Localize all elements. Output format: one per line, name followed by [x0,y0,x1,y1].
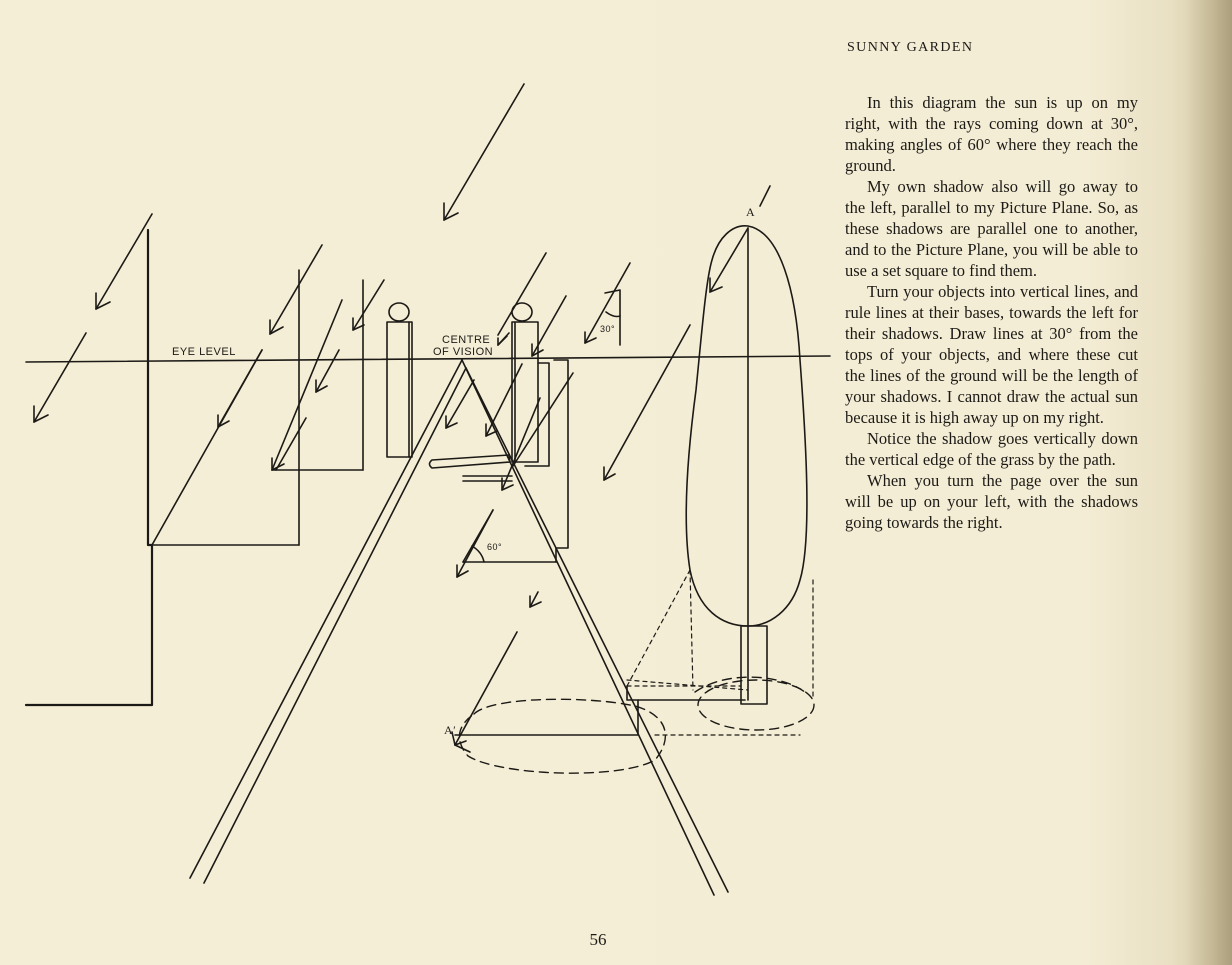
path-right-edge-inner [462,360,714,895]
running-head: SUNNY GARDEN [847,40,974,55]
paragraph-5: When you turn the page over the sun will be up on your left, with the shadows going towards the right. [845,471,1138,532]
path-right-edge-outer [466,368,728,892]
centre-of-vision-label-line2: OF VISION [433,346,494,358]
tree-shadow-ray [455,632,517,745]
eye-level-label: EYE LEVEL [172,346,236,358]
point-a-prime-label: A′ [444,723,457,737]
page-number: 56 [589,930,607,949]
point-a-label: A [746,205,756,219]
tree-trunk [741,626,767,704]
paragraph-4: Notice the shadow goes vertically down the vertical edge of the grass by the path. [845,429,1138,469]
centre-of-vision-label-line1: CENTRE [442,334,491,346]
book-gutter-shadow [1187,0,1232,965]
right-gate-pillar [512,322,538,462]
eye-level-line [26,356,830,362]
path-left-edge-outer [190,360,462,878]
path-left-edge-inner [204,368,466,883]
shadow-ellipse-dashed [459,699,665,773]
angle-60-label: 60° [487,542,503,552]
sun-ray-arrows [34,84,690,607]
paragraph-3: Turn your objects into vertical lines, and rule lines at their bases, towards the left for their shadows. Draw lines at 30° from the tops of your objects, and where these cut the lines of the ground will be the length of your shadows. I cannot draw the actual sun because it is high away up on my right. [845,282,1138,427]
left-wall [26,230,152,705]
left-pillar-ball [389,303,409,321]
tree-canopy [686,226,807,626]
paragraph-2: My own shadow also will go away to the left, parallel to my Picture Plane. So, as these shadows are parallel one to another, and to the Picture Plane, you will be able to use a set square to find them. [845,177,1138,280]
body-text [845,92,1138,533]
paragraph-1: In this diagram the sun is up on my right, with the rays coming down at 30°, making angles of 60° where they reach the ground. [845,93,1138,175]
angle-30-label: 30° [600,324,616,334]
